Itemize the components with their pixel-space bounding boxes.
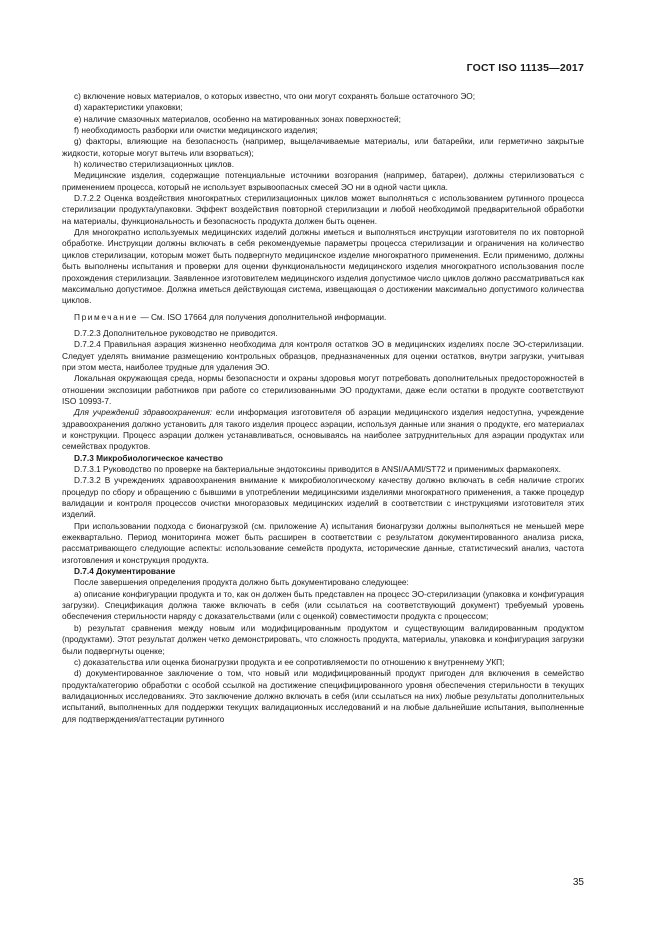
clause-d-7-2-2: D.7.2.2 Оценка воздействия многократных стерилизационных циклов может выполняться с использованием рутинного процесса стерилизации продукта/упаковки. Эффект воздействия повторной стерилизации и любой необходимой предварительной обработки на материалы, функциональность и безопасность продукта должен быть оценен. xyxy=(62,193,584,226)
note-label: Примечание xyxy=(74,311,139,322)
clause-d-7-3-2: D.7.3.2 В учреждениях здравоохранения внимание к микробиологическому качеству должно включать в себя наличие строгих процедур по сбору и обращению с бывшими в употреблении медицинскими изделиями многократного применения, а также процедур валидации и контроля процессов очистки многоразовых медицинских изделий в соответствии с инструкциями изготовителя этих изделий. xyxy=(62,475,584,520)
standard-designation: ГОСТ ISO 11135—2017 xyxy=(466,62,584,74)
page-body xyxy=(62,91,584,725)
list-item-g: g) факторы, влияющие на безопасность (например, выщелачиваемые материалы, или батарейки, или герметично закрытые жидкости, которые могут вытечь или взорваться); xyxy=(62,136,584,158)
paragraph-ignition-sources: Медицинские изделия, содержащие потенциальные источники возгорания (например, батареи), должны стерилизоваться с применением процесса, который не использует взрывоопасных смесей ЭО ни в одной части цикла. xyxy=(62,170,584,192)
heading-d-7-4: D.7.4 Документирование xyxy=(74,566,176,577)
doc-item-d: d) документированное заключение о том, что новый или модифицированный продукт пригоден для включения в семейство продукта/категорию обработки с особой ссылкой на достижение специфицированного уровня обеспечения стерильности в текущих валидационных исследованиях. Это заключение должно включать в себя (или ссылаться на них) любые результаты дополнительных испытаний, выполненных для поддержки текущих валидационных исследований и на любые дальнейшие испытания, выполненные для подтверждения/аттестации рутинного xyxy=(62,668,584,724)
clause-d-7-3-1: D.7.3.1 Руководство по проверке на бактериальные эндотоксины приводится в ANSI/AAMI/ST72 и применимых фармакопеях. xyxy=(74,464,561,474)
note-text: — См. ISO 17664 для получения дополнительной информации. xyxy=(138,311,387,322)
document-header xyxy=(62,62,584,74)
list-item-f: f) необходимость разборки или очистки медицинского изделия; xyxy=(74,125,318,136)
page-number: 35 xyxy=(572,877,584,888)
doc-item-b: b) результат сравнения между новым или модифицированным продуктом и существующим валидированным продуктом (продуктами). Этот результат должен четко демонстрировать, что сложность продукта, материалы, упаковка и конфигурация загрузки были подвергнуты оценке; xyxy=(62,622,584,656)
paragraph-healthcare xyxy=(62,407,584,452)
list-item-h: h) количество стерилизационных циклов. xyxy=(74,159,234,170)
clause-d-7-2-4: D.7.2.4 Правильная аэрация жизненно необходима для контроля остатков ЭО в медицинских изделиях после ЭО-стерилизации. Следует уделять внимание размещению контрольных образцов, предназначенных для оценки остатков, внутри загрузки, учитывая при этом места, наиболее трудные для удаления ЭО. xyxy=(62,339,584,372)
doc-item-a: a) описание конфигурации продукта и то, как он должен быть представлен на процесс ЭО-стерилизации (упаковка и конфигурация загрузки). Спецификация должна также включать в себя (или ссылаться на соответствующий документ) требуемый уровень обеспечения стерильности наряду с доказательствами (или с оценкой) совместимости продукта с процессом; xyxy=(62,588,584,622)
clause-d-7-2-3: D.7.2.3 Дополнительное руководство не приводится. xyxy=(74,327,278,338)
note xyxy=(62,312,584,323)
paragraph-local-environment: Локальная окружающая среда, нормы безопасности и охраны здоровья могут потребовать дополнительных предосторожностей в отношении экспозиции работников при работе со стерилизованными ЭО продуктами, даже если остатки в продукте соответствуют ISO 10993-7. xyxy=(62,373,584,406)
list-item-d: d) характеристики упаковки; xyxy=(74,102,183,113)
paragraph-reusable-devices: Для многократно используемых медицинских изделий должны иметься и выполняться инструкции изготовителя по их повторной обработке. Инструкции должны включать в себя рекомендуемые параметры процесса стерилизации и ограничения на количество циклов стерилизации, которым может быть подвергнуто медицинское изделие многократного применения. Если применимо, должны быть выполнены испытания и проверки для оценки функциональности медицинского изделия многократного использования после прохождения стерилизации. Заявленное изготовителем медицинского изделия допустимое число циклов должно рассматриваться как максимально допустимое. Должна иметься действующая система, извещающая о достижении максимально допустимого количества циклов. xyxy=(62,227,584,306)
paragraph-documentation-intro: После завершения определения продукта должно быть документировано следующее: xyxy=(74,577,409,588)
doc-item-c: c) доказательства или оценка бионагрузки продукта и ее сопротивляемости по отношению к внутреннему УКП; xyxy=(74,656,505,667)
healthcare-text: если информация изготовителя об аэрации медицинского изделия недоступна, учреждение здравоохранения должно установить для такого изделия процесс аэрации, используя данные или знания о продукте, его материалах и конструкции. Процесс аэрации должен устанавливаться, основываясь на наиболее затруднительных для аэрации продуктах или семействах продуктов. xyxy=(62,407,584,452)
list-item-c: c) включение новых материалов, о которых известно, что они могут сохранять больше остаточного ЭО; xyxy=(74,91,476,101)
paragraph-bioburden: При использовании подхода с бионагрузкой (см. приложение А) испытания бионагрузки должны выполняться не меньшей мере ежеквартально. Период мониторинга может быть расширен в соответствии с результатом документированного анализа риска, рассматривающего следующие аспекты: использование семейств продукта, исторические данные, статистический анализ, частота изготовления и конструкция продукта. xyxy=(62,520,584,565)
list-item-e: e) наличие смазочных материалов, особенно на матированных зонах поверхностей; xyxy=(74,113,401,124)
heading-d-7-3: D.7.3 Микробиологическое качество xyxy=(74,452,223,463)
italic-lead: Для учреждений здравоохранения: xyxy=(74,407,213,418)
